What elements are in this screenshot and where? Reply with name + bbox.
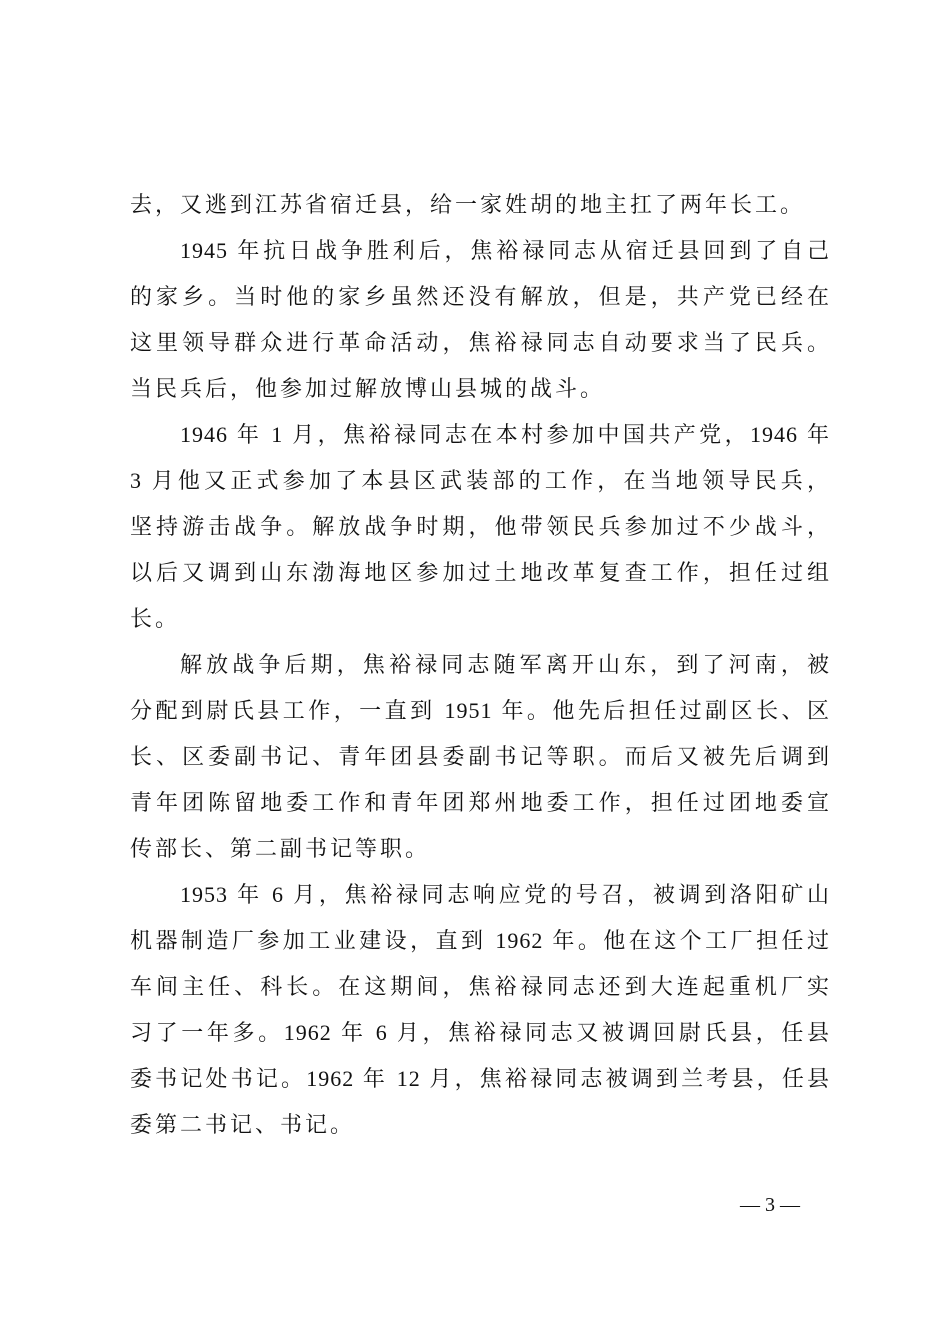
text-line: 1953 年 6 月，焦裕禄同志响应党的号召，被调到洛阳矿山: [180, 882, 830, 907]
paragraph-1953: [130, 872, 830, 1148]
paragraph-1945: [130, 228, 830, 412]
text-line: 车间主任、科长。在这期间，焦裕禄同志还到大连起重机厂实: [130, 974, 830, 999]
text-line: 1945 年抗日战争胜利后，焦裕禄同志从宿迁县回到了自己: [180, 238, 830, 263]
paragraph-continued: [130, 182, 830, 228]
text-line: 当民兵后，他参加过解放博山县城的战斗。: [130, 376, 606, 401]
text-line: 习了一年多。1962 年 6 月，焦裕禄同志又被调回尉氏县，任县: [130, 1020, 830, 1045]
page-number: — 3 —: [740, 1194, 800, 1216]
text-line: 1946 年 1 月，焦裕禄同志在本村参加中国共产党，1946 年: [180, 422, 830, 447]
text-line: 传部长、第二副书记等职。: [130, 836, 431, 861]
text-line: 青年团陈留地委工作和青年团郑州地委工作，担任过团地委宣: [130, 790, 830, 815]
paragraph-henan: [130, 642, 830, 872]
body-text: [130, 182, 830, 1148]
text-line: 委第二书记、书记。: [130, 1112, 356, 1137]
paragraph-1946: [130, 412, 830, 642]
text-line: 去，又逃到江苏省宿迁县，给一家姓胡的地主扛了两年长工。: [130, 192, 806, 217]
text-line: 这里领导群众进行革命活动，焦裕禄同志自动要求当了民兵。: [130, 330, 830, 355]
text-line: 解放战争后期，焦裕禄同志随军离开山东，到了河南，被: [180, 652, 830, 677]
text-line: 以后又调到山东渤海地区参加过土地改革复查工作，担任过组: [130, 560, 830, 585]
text-line: 长。: [130, 606, 181, 631]
text-line: 坚持游击战争。解放战争时期，他带领民兵参加过不少战斗，: [130, 514, 830, 539]
text-line: 3 月他又正式参加了本县区武装部的工作，在当地领导民兵，: [130, 468, 830, 493]
text-line: 机器制造厂参加工业建设，直到 1962 年。他在这个工厂担任过: [130, 928, 830, 953]
text-line: 委书记处书记。1962 年 12 月，焦裕禄同志被调到兰考县，任县: [130, 1066, 830, 1091]
text-line: 长、区委副书记、青年团县委副书记等职。而后又被先后调到: [130, 744, 830, 769]
text-line: 的家乡。当时他的家乡虽然还没有解放，但是，共产党已经在: [130, 284, 830, 309]
text-line: 分配到尉氏县工作，一直到 1951 年。他先后担任过副区长、区: [130, 698, 830, 723]
